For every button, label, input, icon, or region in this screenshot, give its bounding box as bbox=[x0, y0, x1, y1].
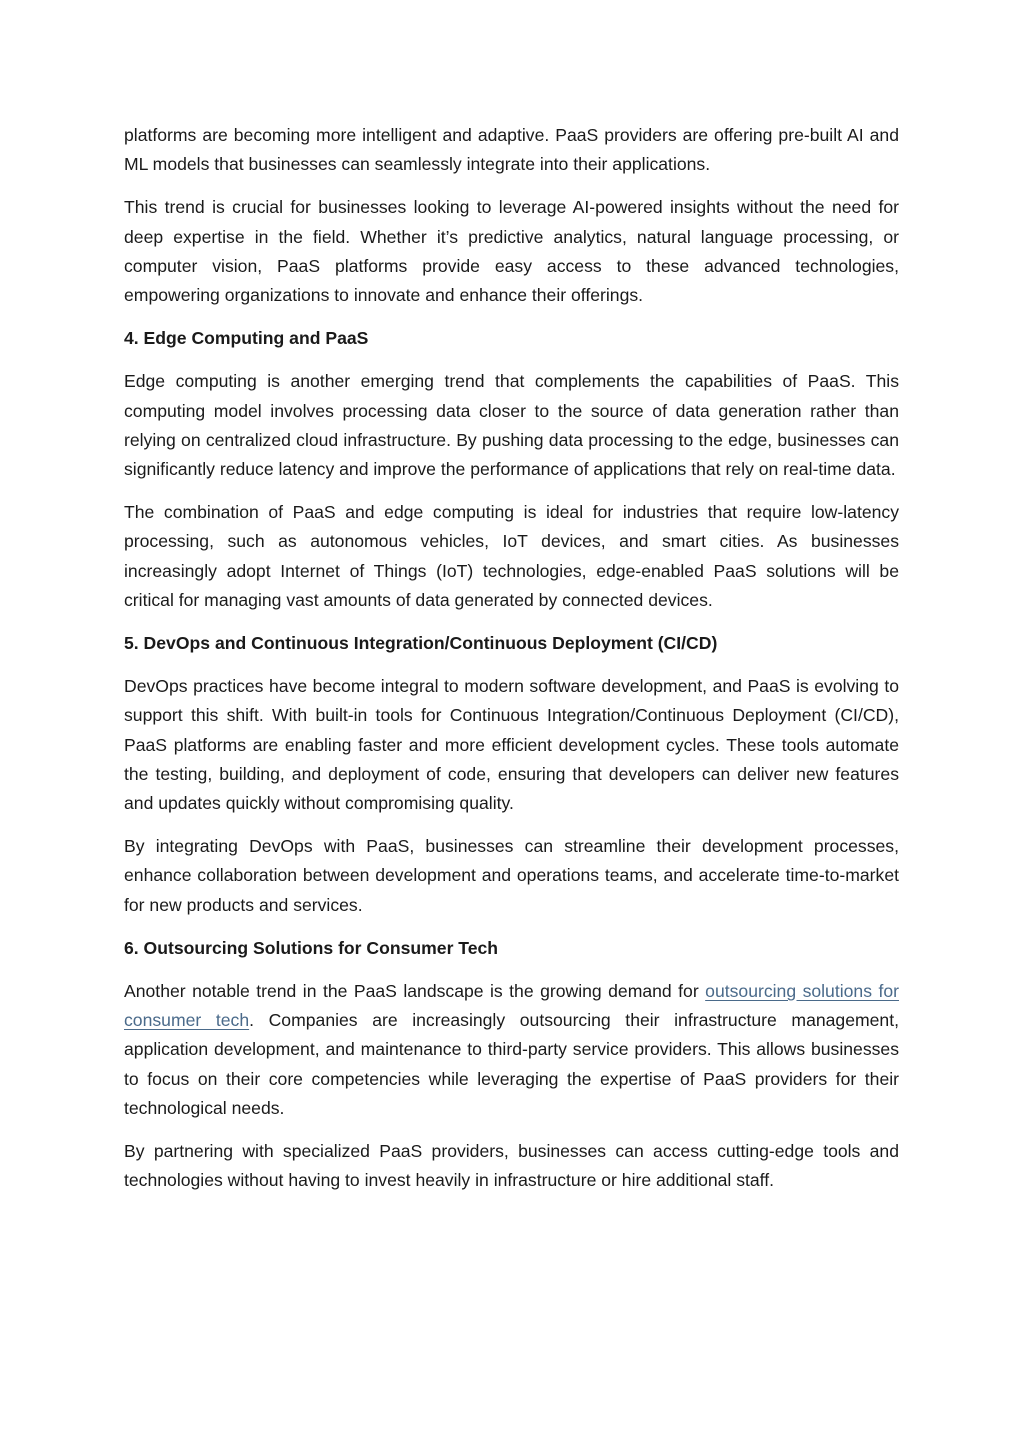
paragraph-edge-computing: Edge computing is another emerging trend that complements the capabilities of PaaS. This computing model involves processing data closer to the source of data generation rather than relying on centralized cloud infrastructure. By pushing data processing to the edge, businesses can significantly reduce latency and improve the performance of applications that rely on real-time data. bbox=[124, 371, 899, 480]
paragraph-devops-integration: By integrating DevOps with PaaS, businesses can streamline their development processes, enhance collaboration between development and operations teams, and accelerate time-to-market for new products and services. bbox=[124, 836, 899, 915]
paragraph-edge-combination: The combination of PaaS and edge computing is ideal for industries that require low-latency processing, such as autonomous vehicles, IoT devices, and smart cities. As businesses increasingly adopt Internet of Things (IoT) technologies, edge-enabled PaaS solutions will be critical for managing vast amounts of data generated by connected devices. bbox=[124, 502, 899, 610]
paragraph-partnering: By partnering with specialized PaaS providers, businesses can access cutting-edge tools and technologies without having to invest heavily in infrastructure or hire additional staff. bbox=[124, 1141, 899, 1191]
heading-devops-cicd: 5. DevOps and Continuous Integration/Continuous Deployment (CI/CD) bbox=[124, 633, 718, 654]
paragraph-outsourcing bbox=[124, 977, 899, 1123]
paragraph-outsourcing-text-before: Another notable trend in the PaaS landscape is the growing demand for bbox=[124, 981, 706, 1002]
document-page bbox=[124, 121, 899, 1210]
paragraph-ai-trend: This trend is crucial for businesses looking to leverage AI-powered insights without the need for deep expertise in the field. Whether it’s predictive analytics, natural language processing, or computer vision, PaaS platforms provide easy access to these advanced technologies, empowering organizations to innovate and enhance their offerings. bbox=[124, 197, 899, 306]
paragraph-outsourcing-text-after: . Companies are increasingly outsourcing their infrastructure management, application development, and maintenance to third-party service providers. This allows businesses to focus on their core competencies while leveraging the expertise of PaaS providers for their technological needs. bbox=[124, 1010, 899, 1118]
heading-edge-computing: 4. Edge Computing and PaaS bbox=[124, 328, 369, 349]
heading-outsourcing: 6. Outsourcing Solutions for Consumer Tech bbox=[124, 937, 499, 958]
paragraph-ai-ml-intro: platforms are becoming more intelligent and adaptive. PaaS providers are offering pre-built AI and ML models that businesses can seamlessly integrate into their applications. bbox=[124, 125, 899, 175]
paragraph-devops-practices: DevOps practices have become integral to modern software development, and PaaS is evolving to support this shift. With built-in tools for Continuous Integration/Continuous Deployment (CI/CD), PaaS platforms are enabling faster and more efficient development cycles. These tools automate the testing, building, and deployment of code, ensuring that developers can deliver new features and updates quickly without compromising quality. bbox=[124, 676, 899, 814]
outsourcing-solutions-link[interactable]: outsourcing solutions for consumer tech bbox=[124, 981, 899, 1031]
